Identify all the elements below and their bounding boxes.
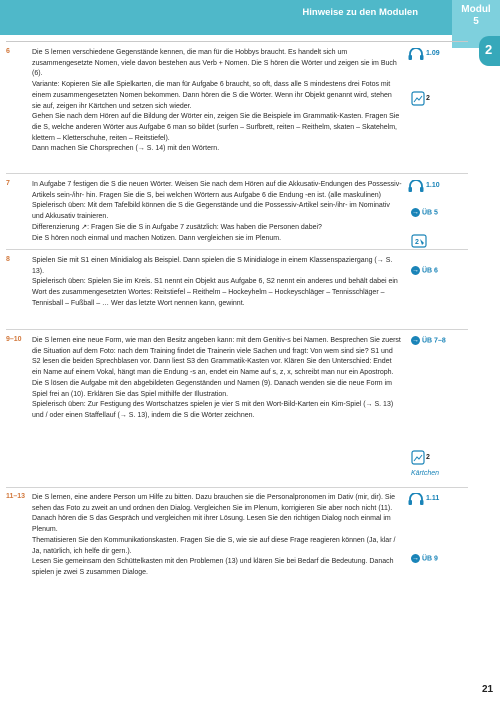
section-divider — [6, 487, 468, 488]
section-text — [32, 180, 402, 244]
paragraph: Spielerisch üben: Spielen Sie im Kreis. S1 nennt ein Objekt aus Aufgabe 6, S2 nennt ein anderes und behält dabei ein Wort des zusammengesetzten Wortes: Reitstiefel – Reithelm – Hockeyhelm – Hockeyschläger – Tennisschläger – Tennisball – Fußball – … Wer das letzte Wort nennen kann, gewinnt. — [32, 278, 398, 307]
card-icon — [411, 91, 425, 106]
section-number: 6 — [6, 48, 10, 55]
paragraph: Spielerisch üben: Mit dem Tafelbild können die S die Gegenstände und die Possessiv-Artikel sein-/ihr- im Nominativ und Akkusativ trainieren. — [32, 202, 390, 221]
card-count: 2 — [426, 454, 430, 461]
arrow-right-icon: → — [412, 337, 419, 344]
header-title: Hinweise zu den Modulen — [302, 7, 418, 18]
section-text — [32, 48, 402, 155]
headphones-icon — [408, 493, 424, 505]
paragraph: Spielerisch üben: Zur Festigung des Wortschatzes spielen je vier S mit den Wort-Bild-Karten ein Kim-Spiel (→ S. 13) und / oder einen Staffellauf (→ S. 13), indem die S die Wörter zeichnen. — [32, 401, 394, 419]
paragraph: Die S lernen verschiedene Gegenstände kennen, die man für die Hobbys braucht. Es handelt sich um zusammengesetzte Nomen, viele davon bestehen aus Verb + Nomen. Die S hören die Wörter und zeigen sie im Buch (6). — [32, 49, 397, 78]
paragraph: Die S lösen die Aufgabe mit den abgebildeten Gegenständen und Namen (9). Danach wenden sie die neue Form im Spiel frei an (10). Erklären Sie das Spiel mithilfe der Illustration. — [32, 379, 392, 398]
module-label: Modul — [461, 4, 491, 15]
audio-track: 1.11 — [426, 495, 440, 502]
paragraph: Die S lernen eine neue Form, wie man den Besitz angeben kann: mit dem Genitiv-s bei Namen. Besprechen Sie zuerst die Situation auf dem Foto: nach dem Training findet die Trainerin viele Sachen und fragt: Von wem sind sie? S1 und S2 lesen die beiden Sprechblasen vor. Dann liest S3 den Grammatik-Kasten vor. Klären Sie den Unterschied: Endet ein Name auf einem Vokal, hängt man die Endung -s an, endet ein Name auf s, z, x, schreibt man nur ein Apostroph. — [32, 337, 401, 377]
card-count: 2 — [426, 95, 430, 102]
paragraph: Dann machen Sie Chorsprechen (→ S. 14) mit den Wörtern. — [32, 145, 220, 153]
workbook-ref-label: ÜB 5 — [422, 209, 438, 217]
workbook-ref-label: ÜB 9 — [422, 555, 438, 563]
section-number: 9–10 — [6, 336, 22, 343]
arrow-right-icon: → — [412, 555, 419, 562]
paragraph: Lesen Sie gemeinsam den Schüttelkasten mit den Problemen (13) und klären Sie bei Bedarf die Bedeutung. Danach spielen je zwei S zusammen Dialoge. — [32, 558, 394, 576]
workbook-ref-label: ÜB 6 — [422, 267, 438, 275]
lesson-tab — [479, 36, 500, 66]
audio-track: 1.10 — [426, 182, 440, 189]
svg-text:2: 2 — [415, 239, 419, 246]
section-number: 11–13 — [6, 493, 26, 500]
paragraph: Die S lernen, eine andere Person um Hilfe zu bitten. Dazu brauchen sie die Personalpronomen im Dativ (mir, dir). Sie sehen das Foto zu zweit an und ordnen den Dialog. Vergleichen Sie im Plenum, korrigieren Sie aber noch nicht (11). Danach hören die S das Gespräch und vergleichen mit ihrer Lösung. Lesen Sie den richtigen Dialog noch einmal im Plenum. — [32, 494, 396, 534]
workbook-ref — [411, 266, 438, 275]
lesson-number: 2 — [485, 42, 493, 57]
card-caption: Kärtchen — [411, 470, 440, 477]
paragraph: Variante: Kopieren Sie alle Spielkarten, die man für Aufgabe 6 braucht, so oft, dass alle S mindestens drei Fotos mit einem zusammengesetzten Nomen bekommen. Dann hören die S die Wörter. Wenn ihr Objekt genannt wird, stehen sie auf, zeigen ihr Kärtchen und setzen sich wieder. — [32, 81, 392, 110]
headphones-icon — [408, 180, 424, 192]
paragraph: Differenzierung ↗: Fragen Sie die S in Aufgabe 7 zusätzlich: Was haben die Personen dabei? — [32, 223, 322, 231]
header-bar — [0, 0, 500, 35]
workbook-ref — [411, 554, 438, 563]
workbook-ref-label: ÜB 7–8 — [422, 337, 446, 345]
paragraph: Die S hören noch einmal und machen Notizen. Dann vergleichen sie im Plenum. — [32, 234, 282, 242]
module-number: 5 — [473, 16, 479, 27]
section-text — [32, 493, 402, 579]
section-text — [32, 256, 402, 310]
paragraph: Gehen Sie nach dem Hören auf die Bildung der Wörter ein, zeigen Sie die Beispiele im Grammatik-Kasten. Fragen Sie die S, welche anderen Wörter aus Aufgabe 6 man so bildet (surfen – Surfbrett, reiten – Reithelm, skaten – Skatehelm, klettern – Kletterschuhe, reiten – Reitstiefel). — [32, 113, 400, 142]
paragraph: Thematisieren Sie den Kommunikationskasten. Fragen Sie die S, wie sie auf diese Frage reagieren können (Ja, klar / Ja, natürlich, ich helfe dir gern.). — [32, 536, 396, 555]
workbook-ref — [411, 208, 438, 217]
arrow-right-icon: → — [412, 209, 419, 216]
headphones-icon — [408, 48, 424, 60]
paragraph: In Aufgabe 7 festigen die S die neuen Wörter. Weisen Sie nach dem Hören auf die Akkusativ-Endungen des Possessiv-Artikels sein-/ihr- hin. Fragen Sie die S, bei welchen Wörtern aus Aufgabe 6 die Endung -en ist. (alle maskulinen) — [32, 181, 402, 199]
section-divider — [6, 173, 468, 174]
section-number: 8 — [6, 256, 10, 263]
section-divider — [6, 249, 468, 250]
section-divider — [6, 329, 468, 330]
hand-card-icon — [411, 234, 425, 249]
paragraph: Spielen Sie mit S1 einen Minidialog als Beispiel. Dann spielen die S Minidialoge in einem Klassenspaziergang (→ S. 13). — [32, 257, 393, 275]
page-number: 21 — [482, 684, 494, 695]
section-number: 7 — [6, 180, 10, 187]
workbook-ref — [411, 336, 446, 345]
section-text — [32, 336, 402, 422]
arrow-right-icon: → — [412, 267, 419, 274]
card-icon — [411, 450, 425, 465]
audio-track: 1.09 — [426, 50, 440, 57]
top-divider — [6, 41, 468, 42]
